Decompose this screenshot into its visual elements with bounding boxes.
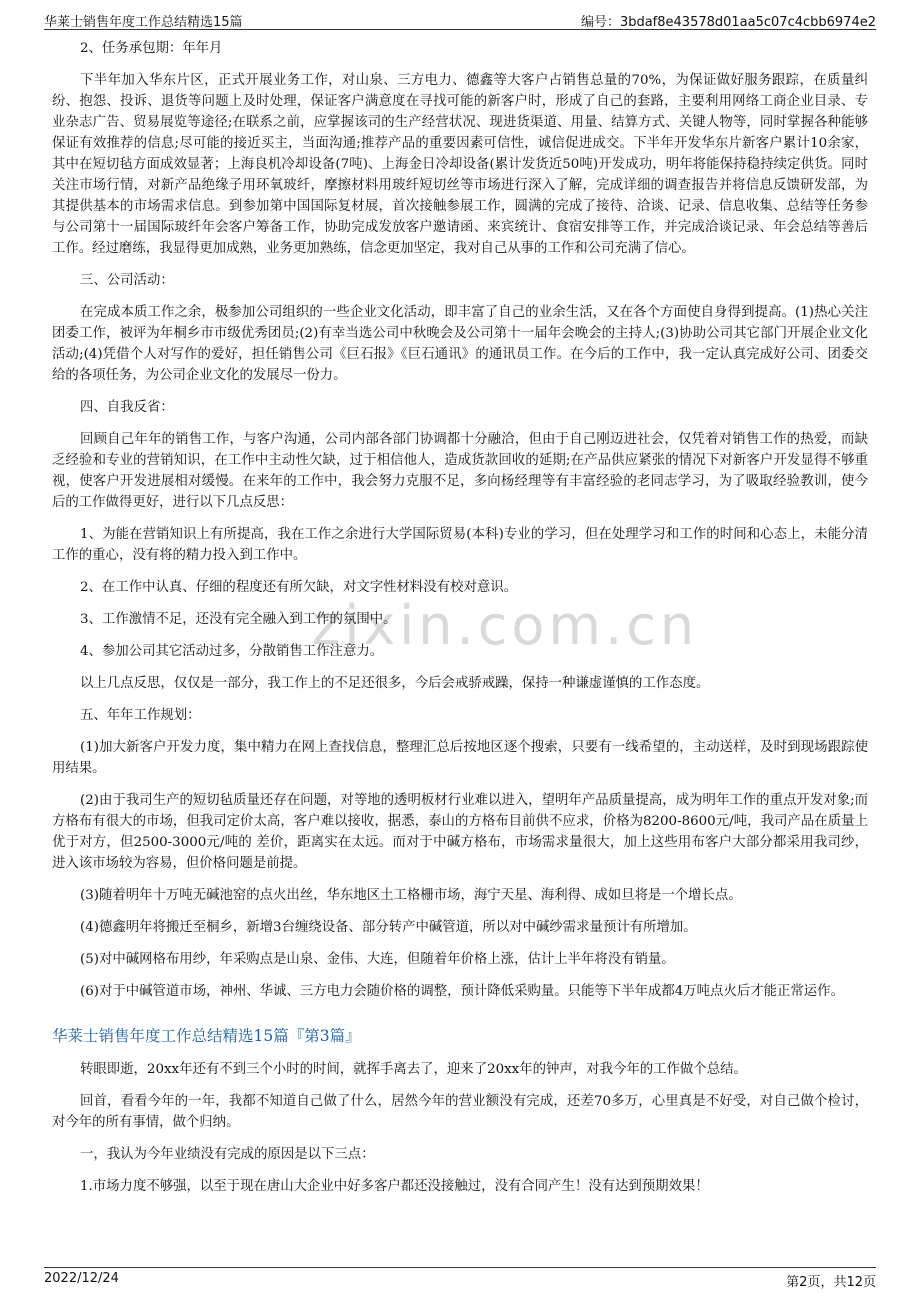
paragraph: 回顾自己年年的销售工作，与客户沟通，公司内部各部门协调都十分融洽，但由于自己刚迈进社会，仅凭着对销售工作的热爱，而缺乏经验和专业的营销知识，在工作中主动性欠缺，过于相信他人，造成货款回收的延期;在产品供应紧张的情况下对新客户开发显得不够重视，使客户开发进展相对缓慢。在来年的工作中，我会努力克服不足，多向杨经理等有丰富经验的老同志学习，为了吸取经验教训，使今后的工作做得更好，进行以下几点反思： (52, 432, 868, 510)
footer-date: 2022/12/24 (44, 1271, 119, 1286)
header-doc-number: 编号：3bdaf8e43578d01aa5c07c4cbb6974e2 (580, 15, 876, 30)
footer-page-number: 第2页，共12页 (786, 1275, 876, 1290)
list-item: 1、为能在营销知识上有所提高，我在工作之余进行大学国际贸易(本科)专业的学习，但在处理学习和工作的时间和心态上，未能分清工作的重心，没有将的精力投入到工作中。 (52, 527, 868, 563)
paragraph: 以上几点反思，仅仅是一部分，我工作上的不足还很多，今后会戒骄戒躁，保持一种谦虚谨慎的工作态度。 (80, 676, 710, 691)
list-item: 3、工作激情不足，还没有完全融入到工作的氛围中。 (80, 612, 397, 627)
list-item: 4、参加公司其它活动过多，分散销售工作注意力。 (80, 644, 384, 659)
list-item: (3)随着明年十万吨无碱池窑的点火出丝，华东地区土工格栅市场，海宁天星、海利得、成如旦将是一个增长点。 (80, 888, 742, 903)
list-item: (1)加大新客户开发力度，集中精力在网上查找信息，整理汇总后按地区逐个搜索，只要有一线希望的，主动送样，及时到现场跟踪使用结果。 (52, 740, 868, 776)
section-heading: 三、公司活动： (80, 273, 174, 288)
list-item: (2)由于我司生产的短切毡质量还存在问题，对等地的透明板材行业难以进入，望明年产品质量提高，成为明年工作的重点开发对象;而方格布有很大的市场，但我司定价太高，客户难以接收，据悉，泰山的方格布目前供不应求，价格为8200-8600元/吨，我司产品在质量上优于对方，但2500-3000元/吨的 差价，距离实在太远。而对于中碱方格布，市场需求量很大，加上这些用布客户大部分都采用我司纱，进入该市场较为容易，但价格问题是前提。 (52, 793, 868, 871)
list-item: (6)对于中碱管道市场，神州、华诚、三方电力会随价格的调整，预计降低采购量。只能等下半年成都4万吨点火后才能正常运作。 (80, 984, 844, 999)
section-heading: 一，我认为今年业绩没有完成的原因是以下三点： (80, 1147, 375, 1162)
section-heading: 四、自我反省： (80, 400, 174, 415)
watermark: zixin.com.cn (312, 594, 699, 657)
paragraph: 下半年加入华东片区，正式开展业务工作，对山泉、三方电力、德鑫等大客户占销售总量的70%，为保证做好服务跟踪，在质量纠纷、抱怨、投诉、退货等问题上及时处理，保证客户满意度在寻找可能的新客户时，形成了自己的套路，主要利用网络工商企业目录、专业杂志广告、贸易展览等途径;在联系之前，应掌握该司的生产经营状况、现进货渠道、用量、结算方式、关键人物等，同时掌握各种能够保证有效推荐的信息;尽可能的接近买主，当面沟通;推荐产品的重要因素可信性，诚信促进成交。下半年开发华东片新客户累计10余家，其中在短切毡方面成效显著；上海良机冷却设备(7吨)、上海金日冷却设备(累计发货近50吨)开发成功，明年将能保持稳持续定供货。同时关注市场行情，对新产品绝缘子用环氧玻纤，摩擦材料用玻纤短切丝等市场进行深入了解，完成详细的调查报告并将信息反馈研发部，为其提供基本的市场需求信息。到参加第中国国际复材展，首次接触参展工作，圆满的完成了接待、洽谈、记录、信息收集、总结等任务参与公司第十一届国际玻纤年会客户筹备工作，协助完成发放客户邀请函、来宾统计、食宿安排等工作，并完成洽谈记录、年会总结等善后工作。经过磨练，我显得更加成熟，业务更加熟练，信念更加坚定，我对自己从事的工作和公司充满了信心。 (52, 73, 868, 256)
paragraph: 回首，看看今年的一年，我都不知道自己做了什么，居然今年的营业额没有完成，还差70多万，心里真是不好受，对自己做个检讨，对今年的所有事情，做个归纳。 (52, 1094, 868, 1130)
page-header (0, 0, 920, 30)
page-footer (0, 1264, 920, 1302)
section-heading: 五、年年工作规划： (80, 708, 201, 723)
list-item: (5)对中碱网格布用纱，年采购点是山泉、金伟、大连，但随着年价格上涨，估计上半年将没有销量。 (80, 952, 675, 967)
document-body (52, 38, 868, 1208)
header-doc-title: 华莱士销售年度工作总结精选15篇 (44, 15, 243, 30)
paragraph: 2、任务承包期：年年月 (80, 41, 223, 56)
list-item: 1.市场力度不够强，以至于现在唐山大企业中好多客户都还没接触过，没有合同产生！没有达到预期效果！ (80, 1179, 709, 1194)
article-section-title: 华莱士销售年度工作总结精选15篇『第3篇』 (52, 1027, 361, 1045)
list-item: (4)德鑫明年将搬迁至桐乡，新增3台缠绕设备、部分转产中碱管道，所以对中碱纱需求量预计有所增加。 (80, 920, 697, 935)
paragraph: 在完成本质工作之余，极参加公司组织的一些企业文化活动，即丰富了自己的业余生活，又在各个方面使自身得到提高。(1)热心关注团委工作，被评为年桐乡市市级优秀团员;(2)有幸当选公司中秋晚会及公司第十一届年会晚会的主持人;(3)协助公司其它部门开展企业文化活动;(4)凭借个人对写作的爱好，担任销售公司《巨石报》《巨石通讯》的通讯员工作。在今后的工作中，我一定认真完成好公司、团委交给的各项任务，为公司企业文化的发展尽一份力。 (52, 305, 868, 383)
paragraph: 转眼即逝，20xx年还有不到三个小时的时间，就挥手离去了，迎来了20xx年的钟声，对我今年的工作做个总结。 (80, 1062, 747, 1077)
footer-divider (44, 1267, 876, 1268)
list-item: 2、在工作中认真、仔细的程度还有所欠缺，对文字性材料没有校对意识。 (80, 580, 518, 595)
header-divider (44, 29, 876, 30)
